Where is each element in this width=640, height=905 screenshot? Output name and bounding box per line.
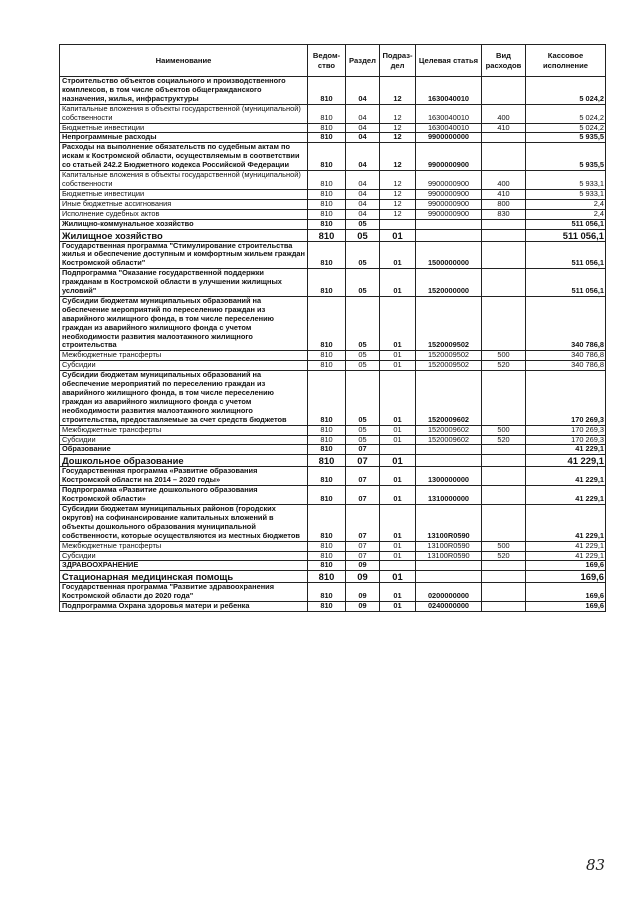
cell-dept: 810 — [308, 143, 346, 171]
cell-cash: 170 269,3 — [526, 425, 606, 435]
cell-section: 04 — [346, 171, 380, 190]
cell-exptype: 400 — [482, 104, 526, 123]
cell-cash: 41 229,1 — [526, 551, 606, 561]
table-body — [60, 77, 606, 612]
cell-cash: 340 786,8 — [526, 351, 606, 361]
cell-dept: 810 — [308, 435, 346, 445]
table-row — [60, 219, 606, 229]
table-row — [60, 209, 606, 219]
cell-dept: 810 — [308, 504, 346, 541]
cell-name: Субсидии бюджетам муниципальных районов (городских округов) на софинансирование капитальных вложений в объекты дошкольного образования муниципальной собственности, которые осуществляются из местных бюджетов — [60, 504, 308, 541]
cell-name: Подпрограмма Охрана здоровья матери и ребенка — [60, 602, 308, 612]
cell-section: 07 — [346, 467, 380, 486]
cell-dept: 810 — [308, 77, 346, 105]
cell-exptype: 400 — [482, 171, 526, 190]
cell-target: 13100R0590 — [416, 504, 482, 541]
cell-name: Образование — [60, 445, 308, 455]
cell-dept: 810 — [308, 561, 346, 571]
cell-cash: 2,4 — [526, 199, 606, 209]
cell-subsection: 01 — [380, 504, 416, 541]
cell-cash: 5 933,1 — [526, 189, 606, 199]
cell-name: Субсидии бюджетам муниципальных образований на обеспечение мероприятий по переселению граждан из аварийного жилищного фонда, в том числе переселению граждан из аварийного жилищного фонда с учетом необходимости развития малоэтажного жилищного строительства — [60, 296, 308, 350]
cell-name: Государственная программа "Развитие здравоохранения Костромской области до 2020 года" — [60, 583, 308, 602]
cell-name: Бюджетные инвестиции — [60, 189, 308, 199]
cell-cash: 169,6 — [526, 571, 606, 583]
cell-subsection: 01 — [380, 361, 416, 371]
cell-dept: 810 — [308, 467, 346, 486]
cell-subsection: 12 — [380, 171, 416, 190]
table-row — [60, 189, 606, 199]
cell-dept: 810 — [308, 551, 346, 561]
cell-name: Капитальные вложения в объекты государственной (муниципальной) собственности — [60, 171, 308, 190]
cell-cash: 41 229,1 — [526, 504, 606, 541]
cell-section: 05 — [346, 269, 380, 297]
table-row — [60, 551, 606, 561]
cell-exptype: 520 — [482, 551, 526, 561]
cell-dept: 810 — [308, 133, 346, 143]
cell-subsection: 12 — [380, 209, 416, 219]
cell-target: 1520009602 — [416, 425, 482, 435]
cell-name: Субсидии бюджетам муниципальных образований на обеспечение мероприятий по переселению граждан из аварийного жилищного фонда, в том числе переселению граждан из аварийного жилищного фонда с учетом необходимости развития малоэтажного жилищного строительства, предоставляемые за счет средств бюджетов — [60, 371, 308, 425]
table-row — [60, 361, 606, 371]
cell-cash: 511 056,1 — [526, 229, 606, 241]
cell-cash: 5 024,2 — [526, 104, 606, 123]
cell-name: Стационарная медицинская помощь — [60, 571, 308, 583]
cell-target: 1520009502 — [416, 296, 482, 350]
cell-cash: 5 024,2 — [526, 77, 606, 105]
cell-subsection: 01 — [380, 467, 416, 486]
cell-exptype: 800 — [482, 199, 526, 209]
cell-subsection: 12 — [380, 133, 416, 143]
cell-dept: 810 — [308, 445, 346, 455]
cell-dept: 810 — [308, 351, 346, 361]
cell-name: ЗДРАВООХРАНЕНИЕ — [60, 561, 308, 571]
cell-target — [416, 455, 482, 467]
cell-section: 09 — [346, 561, 380, 571]
cell-dept: 810 — [308, 296, 346, 350]
cell-exptype: 520 — [482, 435, 526, 445]
cell-exptype — [482, 371, 526, 425]
cell-dept: 810 — [308, 229, 346, 241]
cell-section: 05 — [346, 219, 380, 229]
cell-target: 1630040010 — [416, 104, 482, 123]
cell-subsection: 01 — [380, 229, 416, 241]
cell-name: Государственная программа "Стимулирование строительства жилья и обеспечение доступным и комфортным жильем граждан Костромской области" — [60, 241, 308, 269]
cell-cash: 5 935,5 — [526, 133, 606, 143]
table-row — [60, 241, 606, 269]
cell-section: 04 — [346, 123, 380, 133]
table-row — [60, 583, 606, 602]
table-header — [60, 45, 606, 77]
table-row — [60, 351, 606, 361]
cell-cash: 41 229,1 — [526, 467, 606, 486]
cell-cash: 41 229,1 — [526, 455, 606, 467]
cell-cash: 511 056,1 — [526, 219, 606, 229]
cell-name: Подпрограмма «Развитие дошкольного образования Костромской области» — [60, 486, 308, 505]
cell-subsection: 12 — [380, 123, 416, 133]
cell-exptype — [482, 133, 526, 143]
cell-target: 1520009502 — [416, 361, 482, 371]
cell-target: 0200000000 — [416, 583, 482, 602]
table-row — [60, 561, 606, 571]
cell-dept: 810 — [308, 571, 346, 583]
cell-subsection — [380, 445, 416, 455]
cell-cash: 511 056,1 — [526, 269, 606, 297]
cell-subsection: 01 — [380, 435, 416, 445]
cell-name: Жилищное хозяйство — [60, 229, 308, 241]
cell-cash: 41 229,1 — [526, 541, 606, 551]
cell-dept: 810 — [308, 602, 346, 612]
header-section: Раздел — [346, 45, 380, 77]
table-row — [60, 602, 606, 612]
table-row — [60, 371, 606, 425]
cell-target: 1310000000 — [416, 486, 482, 505]
cell-target: 9900000900 — [416, 199, 482, 209]
table-row — [60, 77, 606, 105]
table-row — [60, 571, 606, 583]
cell-exptype — [482, 486, 526, 505]
cell-target: 1630040010 — [416, 77, 482, 105]
cell-subsection — [380, 219, 416, 229]
table-row — [60, 435, 606, 445]
cell-section: 07 — [346, 541, 380, 551]
cell-cash: 169,6 — [526, 583, 606, 602]
cell-exptype — [482, 571, 526, 583]
cell-target: 9900000900 — [416, 209, 482, 219]
cell-target — [416, 229, 482, 241]
cell-section: 04 — [346, 133, 380, 143]
cell-dept: 810 — [308, 541, 346, 551]
cell-subsection: 01 — [380, 571, 416, 583]
cell-section: 07 — [346, 486, 380, 505]
header-dept: Ведом-ство — [308, 45, 346, 77]
cell-name: Непрограммные расходы — [60, 133, 308, 143]
cell-dept: 810 — [308, 189, 346, 199]
cell-subsection: 01 — [380, 551, 416, 561]
cell-section: 05 — [346, 351, 380, 361]
header-cash: Кассовое исполнение — [526, 45, 606, 77]
cell-dept: 810 — [308, 269, 346, 297]
cell-subsection: 12 — [380, 143, 416, 171]
table-row — [60, 504, 606, 541]
cell-section: 04 — [346, 209, 380, 219]
cell-dept: 810 — [308, 199, 346, 209]
cell-subsection: 01 — [380, 602, 416, 612]
cell-dept: 810 — [308, 241, 346, 269]
cell-name: Бюджетные инвестиции — [60, 123, 308, 133]
cell-target — [416, 571, 482, 583]
cell-exptype — [482, 241, 526, 269]
cell-cash: 5 935,5 — [526, 143, 606, 171]
cell-target: 1520009602 — [416, 371, 482, 425]
cell-target: 13100R0590 — [416, 541, 482, 551]
cell-exptype — [482, 445, 526, 455]
cell-subsection: 01 — [380, 371, 416, 425]
cell-subsection: 12 — [380, 77, 416, 105]
cell-exptype — [482, 467, 526, 486]
cell-name: Строительство объектов социального и производственного комплексов, в том числе объектов общегражданского назначения, жилья, инфраструктуры — [60, 77, 308, 105]
cell-dept: 810 — [308, 425, 346, 435]
cell-cash: 2,4 — [526, 209, 606, 219]
table-row — [60, 133, 606, 143]
cell-target — [416, 445, 482, 455]
cell-target: 9900000900 — [416, 171, 482, 190]
cell-target: 9900000000 — [416, 133, 482, 143]
cell-section: 07 — [346, 504, 380, 541]
cell-dept: 810 — [308, 209, 346, 219]
cell-name: Субсидии — [60, 435, 308, 445]
cell-cash: 5 024,2 — [526, 123, 606, 133]
table-row — [60, 425, 606, 435]
cell-exptype: 520 — [482, 361, 526, 371]
cell-target: 13100R0590 — [416, 551, 482, 561]
cell-cash: 340 786,8 — [526, 361, 606, 371]
cell-target — [416, 219, 482, 229]
cell-exptype — [482, 583, 526, 602]
cell-subsection: 01 — [380, 583, 416, 602]
cell-section: 07 — [346, 445, 380, 455]
cell-name: Субсидии — [60, 361, 308, 371]
cell-section: 04 — [346, 77, 380, 105]
table-row — [60, 229, 606, 241]
cell-target: 1520000000 — [416, 269, 482, 297]
cell-subsection: 01 — [380, 351, 416, 361]
cell-cash: 170 269,3 — [526, 371, 606, 425]
table-row — [60, 486, 606, 505]
cell-subsection: 01 — [380, 455, 416, 467]
cell-subsection: 01 — [380, 541, 416, 551]
cell-cash: 169,6 — [526, 602, 606, 612]
cell-section: 05 — [346, 425, 380, 435]
cell-name: Дошкольное образование — [60, 455, 308, 467]
table-row — [60, 445, 606, 455]
table-row — [60, 199, 606, 209]
cell-exptype — [482, 602, 526, 612]
cell-section: 04 — [346, 189, 380, 199]
cell-exptype — [482, 229, 526, 241]
cell-cash: 5 933,1 — [526, 171, 606, 190]
header-name: Наименование — [60, 45, 308, 77]
cell-subsection — [380, 561, 416, 571]
cell-section: 04 — [346, 143, 380, 171]
cell-exptype: 500 — [482, 351, 526, 361]
cell-subsection: 12 — [380, 189, 416, 199]
cell-subsection: 12 — [380, 104, 416, 123]
cell-cash: 169,6 — [526, 561, 606, 571]
cell-dept: 810 — [308, 219, 346, 229]
cell-name: Государственная программа «Развитие образования Костромской области на 2014 – 2020 годы» — [60, 467, 308, 486]
cell-dept: 810 — [308, 171, 346, 190]
cell-exptype — [482, 296, 526, 350]
cell-subsection: 01 — [380, 296, 416, 350]
table-row — [60, 541, 606, 551]
cell-target: 1520009602 — [416, 435, 482, 445]
cell-name: Капитальные вложения в объекты государственной (муниципальной) собственности — [60, 104, 308, 123]
cell-exptype — [482, 455, 526, 467]
cell-exptype — [482, 219, 526, 229]
cell-section: 05 — [346, 229, 380, 241]
cell-subsection: 01 — [380, 486, 416, 505]
cell-section: 09 — [346, 602, 380, 612]
cell-exptype — [482, 504, 526, 541]
cell-cash: 340 786,8 — [526, 296, 606, 350]
cell-subsection: 12 — [380, 199, 416, 209]
cell-target: 1300000000 — [416, 467, 482, 486]
cell-name: Жилищно-коммунальное хозяйство — [60, 219, 308, 229]
cell-exptype: 500 — [482, 425, 526, 435]
cell-section: 05 — [346, 435, 380, 445]
cell-name: Межбюджетные трансферты — [60, 541, 308, 551]
cell-dept: 810 — [308, 583, 346, 602]
cell-section: 04 — [346, 199, 380, 209]
cell-subsection: 01 — [380, 269, 416, 297]
cell-exptype: 410 — [482, 123, 526, 133]
cell-section: 04 — [346, 104, 380, 123]
cell-name: Подпрограмма "Оказание государственной поддержки гражданам в Костромской области в улучшении жилищных условий" — [60, 269, 308, 297]
cell-dept: 810 — [308, 486, 346, 505]
cell-section: 05 — [346, 371, 380, 425]
table-row — [60, 455, 606, 467]
cell-target: 1520009502 — [416, 351, 482, 361]
cell-cash: 41 229,1 — [526, 445, 606, 455]
cell-cash: 41 229,1 — [526, 486, 606, 505]
cell-section: 09 — [346, 583, 380, 602]
cell-name: Межбюджетные трансферты — [60, 351, 308, 361]
cell-target: 9900000900 — [416, 189, 482, 199]
cell-name: Межбюджетные трансферты — [60, 425, 308, 435]
cell-name: Субсидии — [60, 551, 308, 561]
cell-target — [416, 561, 482, 571]
header-subsection: Подраз-дел — [380, 45, 416, 77]
header-target: Целевая статья — [416, 45, 482, 77]
cell-target: 0240000000 — [416, 602, 482, 612]
cell-dept: 810 — [308, 455, 346, 467]
page-number: 83 — [586, 856, 606, 874]
cell-target: 9900000900 — [416, 143, 482, 171]
cell-dept: 810 — [308, 371, 346, 425]
cell-dept: 810 — [308, 104, 346, 123]
cell-exptype: 410 — [482, 189, 526, 199]
cell-name: Расходы на выполнение обязательств по судебным актам по искам к Костромской области, осуществляемым в соответствии со статьей 242.2 Бюджетного кодекса Российской Федерации — [60, 143, 308, 171]
cell-exptype: 500 — [482, 541, 526, 551]
cell-exptype: 830 — [482, 209, 526, 219]
cell-exptype — [482, 269, 526, 297]
cell-dept: 810 — [308, 361, 346, 371]
header-exptype: Вид расходов — [482, 45, 526, 77]
table-row — [60, 467, 606, 486]
cell-section: 05 — [346, 361, 380, 371]
cell-name: Иные бюджетные ассигнования — [60, 199, 308, 209]
cell-cash: 511 056,1 — [526, 241, 606, 269]
table-row — [60, 269, 606, 297]
cell-subsection: 01 — [380, 425, 416, 435]
cell-section: 07 — [346, 455, 380, 467]
cell-section: 09 — [346, 571, 380, 583]
cell-target: 1630040010 — [416, 123, 482, 133]
cell-exptype — [482, 561, 526, 571]
budget-table — [59, 44, 606, 612]
cell-subsection: 01 — [380, 241, 416, 269]
table-row — [60, 171, 606, 190]
cell-section: 05 — [346, 296, 380, 350]
cell-cash: 170 269,3 — [526, 435, 606, 445]
cell-name: Исполнение судебных актов — [60, 209, 308, 219]
cell-section: 05 — [346, 241, 380, 269]
table-row — [60, 104, 606, 123]
cell-target: 1500000000 — [416, 241, 482, 269]
cell-exptype — [482, 143, 526, 171]
table-row — [60, 123, 606, 133]
table-row — [60, 143, 606, 171]
cell-exptype — [482, 77, 526, 105]
cell-dept: 810 — [308, 123, 346, 133]
table-row — [60, 296, 606, 350]
cell-section: 07 — [346, 551, 380, 561]
